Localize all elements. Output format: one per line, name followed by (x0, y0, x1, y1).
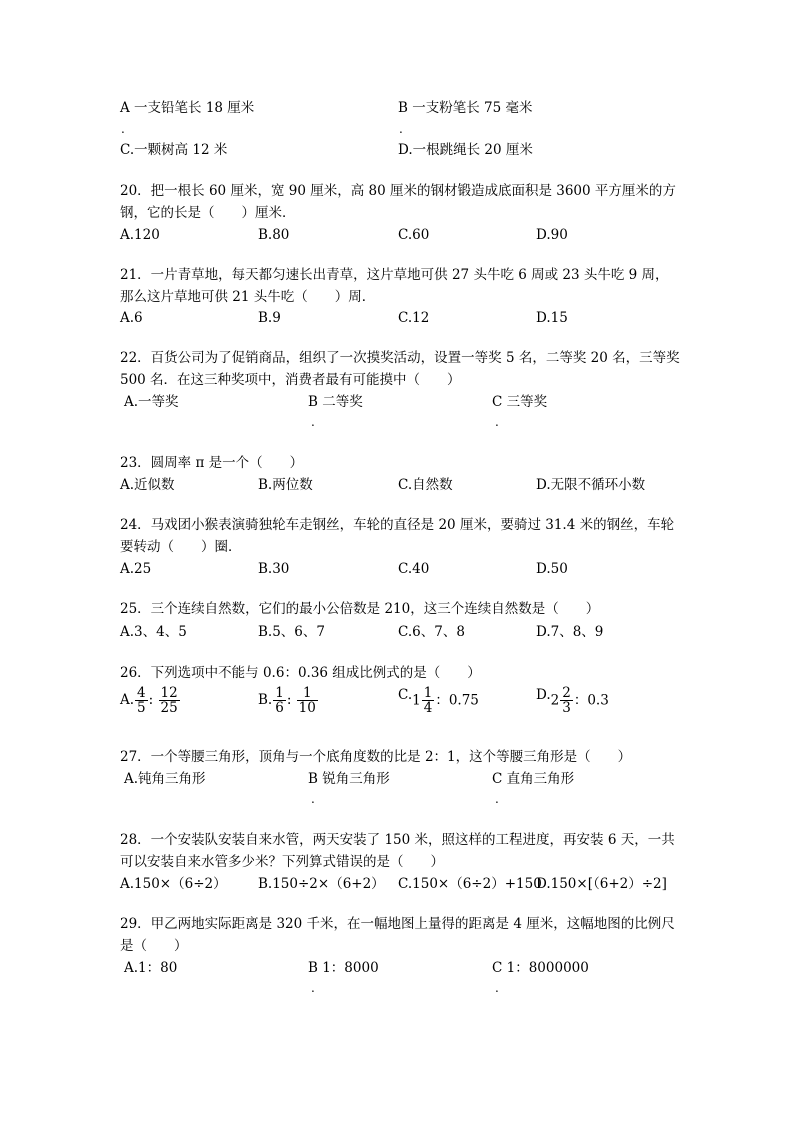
q20-stem: 20．把一根长 60 厘米，宽 90 厘米，高 80 厘米的钢材锻造成底面积是 3600 平方厘米的方钢，它的长是（ ）厘米． (120, 183, 676, 221)
numerator: 12 (160, 685, 178, 701)
q24-stem: 24．马戏团小猴表演骑独轮车走钢丝，车轮的直径是 20 厘米，要骑过 31.4 米的钢丝，车轮要转动（ ）圈． (120, 517, 675, 555)
ratio-sign: : (148, 692, 154, 708)
dot-marker: . (495, 792, 499, 806)
q23-option-c: C.自然数 (398, 477, 453, 493)
dot-marker: . (495, 981, 499, 995)
dot-marker: . (311, 415, 315, 429)
q22-option-b: B 二等奖 (308, 394, 363, 410)
dot-marker: . (311, 981, 315, 995)
q28-option-b: B.150÷2×（6+2） (258, 876, 385, 892)
fraction (560, 686, 573, 715)
q20-option-a: A.120 (120, 227, 160, 243)
numerator: 4 (137, 685, 146, 701)
dot-marker: . (495, 415, 499, 429)
q28-stem: 28．一个安装队安装自来水管，两天安装了 150 米，照这样的工程进度，再安装 6 天，一共可以安装自来水管多少米？下列算式错误的是（ ） (120, 832, 675, 870)
fraction (135, 686, 148, 715)
ratio-sign: : (286, 692, 292, 708)
whole-part: 2 (550, 692, 560, 709)
q26-option-a (120, 686, 181, 715)
q26-option-b (258, 686, 319, 715)
q21-option-a: A.6 (120, 310, 143, 326)
q19-option-b: B 一支粉笔长 75 毫米 (398, 100, 533, 116)
q28-option-a: A.150×（6÷2） (120, 876, 227, 892)
option-label: B. (258, 692, 273, 708)
q24-option-b: B.30 (258, 561, 290, 577)
q21-option-d: D.15 (536, 310, 568, 326)
option-label: C. (398, 687, 413, 703)
q20-option-d: D.90 (536, 227, 568, 243)
q27-option-b: B 锐角三角形 (308, 771, 390, 787)
denominator: 25 (160, 700, 178, 716)
q20-option-b: B.80 (258, 227, 290, 243)
numerator: 1 (275, 685, 284, 701)
denominator: 6 (275, 700, 284, 716)
q25-stem: 25．三个连续自然数，它们的最小公倍数是 210，这三个连续自然数是（ ） (120, 601, 600, 617)
q25-option-b: B.5、6、7 (258, 624, 325, 640)
denominator: 5 (137, 700, 146, 716)
q21-option-c: C.12 (398, 310, 430, 326)
q28-option-c: C.150×（6÷2）+150 (398, 876, 542, 892)
q27-option-a: A.钝角三角形 (124, 771, 206, 787)
q26-stem: 26．下列选项中不能与 0.6：0.36 组成比例式的是（ ） (120, 665, 481, 681)
denominator: 10 (298, 700, 316, 716)
numerator: 1 (297, 686, 318, 701)
q21-option-b: B.9 (258, 310, 281, 326)
q21-stem: 21．一片青草地，每天都匀速长出青草，这片草地可供 27 头牛吃 6 周或 23 头牛吃 9 周，那么这片草地可供 21 头牛吃（ ）周． (120, 267, 669, 305)
q23-option-b: B.两位数 (258, 477, 313, 493)
ratio-tail: ：0.3 (573, 692, 609, 709)
ratio-tail: ：0.75 (435, 692, 479, 709)
q29-stem: 29．甲乙两地实际距离是 320 千米，在一幅地图上量得的距离是 4 厘米，这幅地图的比例尺是（ ） (120, 916, 675, 954)
q27-option-c: C 直角三角形 (492, 771, 575, 787)
q20-option-c: C.60 (398, 227, 430, 243)
q27-stem: 27．一个等腰三角形，顶角与一个底角度数的比是 2：1，这个等腰三角形是（ ） (120, 749, 632, 765)
numerator: 2 (562, 685, 571, 701)
q25-option-c: C.6、7、8 (398, 624, 465, 640)
q26-option-c (398, 686, 479, 715)
option-label: D. (536, 687, 551, 703)
q23-option-d: D.无限不循环小数 (536, 477, 646, 493)
whole-part: 1 (412, 692, 421, 709)
numerator: 1 (423, 685, 433, 701)
denominator: 4 (423, 700, 433, 716)
q29-option-c: C 1：8000000 (492, 960, 589, 976)
q29-option-a: A.1：80 (124, 960, 178, 976)
q25-option-d: D.7、8、9 (536, 624, 604, 640)
fraction (422, 686, 435, 715)
q28-option-d: D.150×[（6+2）÷2] (536, 876, 667, 892)
dot-marker: . (311, 792, 315, 806)
dot-marker: . (121, 122, 125, 136)
q22-option-c: C 三等奖 (492, 394, 548, 410)
q26-option-d (536, 686, 609, 715)
q25-option-a: A.3、4、5 (120, 624, 187, 640)
denominator: 3 (562, 700, 571, 716)
q19-option-d: D.一根跳绳长 20 厘米 (398, 142, 533, 158)
q24-option-d: D.50 (536, 561, 568, 577)
q19-option-a: A 一支铅笔长 18 厘米 (120, 100, 255, 116)
fraction (273, 686, 286, 715)
fraction (159, 686, 180, 715)
q23-stem: 23．圆周率 π 是一个（ ） (120, 455, 304, 471)
q24-option-c: C.40 (398, 561, 430, 577)
q22-stem: 22．百货公司为了促销商品，组织了一次摸奖活动，设置一等奖 5 名，二等奖 20 名，三等奖 500 名．在这三种奖项中，消费者最有可能摸中（ ） (120, 350, 680, 388)
q23-option-a: A.近似数 (120, 477, 175, 493)
fraction (297, 686, 318, 715)
dot-marker: . (399, 122, 403, 136)
q29-option-b: B 1：8000 (308, 960, 379, 976)
q22-option-a: A.一等奖 (124, 394, 179, 410)
q19-option-c: C.一颗树高 12 米 (120, 142, 228, 158)
q24-option-a: A.25 (120, 561, 152, 577)
option-label: A. (120, 692, 135, 708)
